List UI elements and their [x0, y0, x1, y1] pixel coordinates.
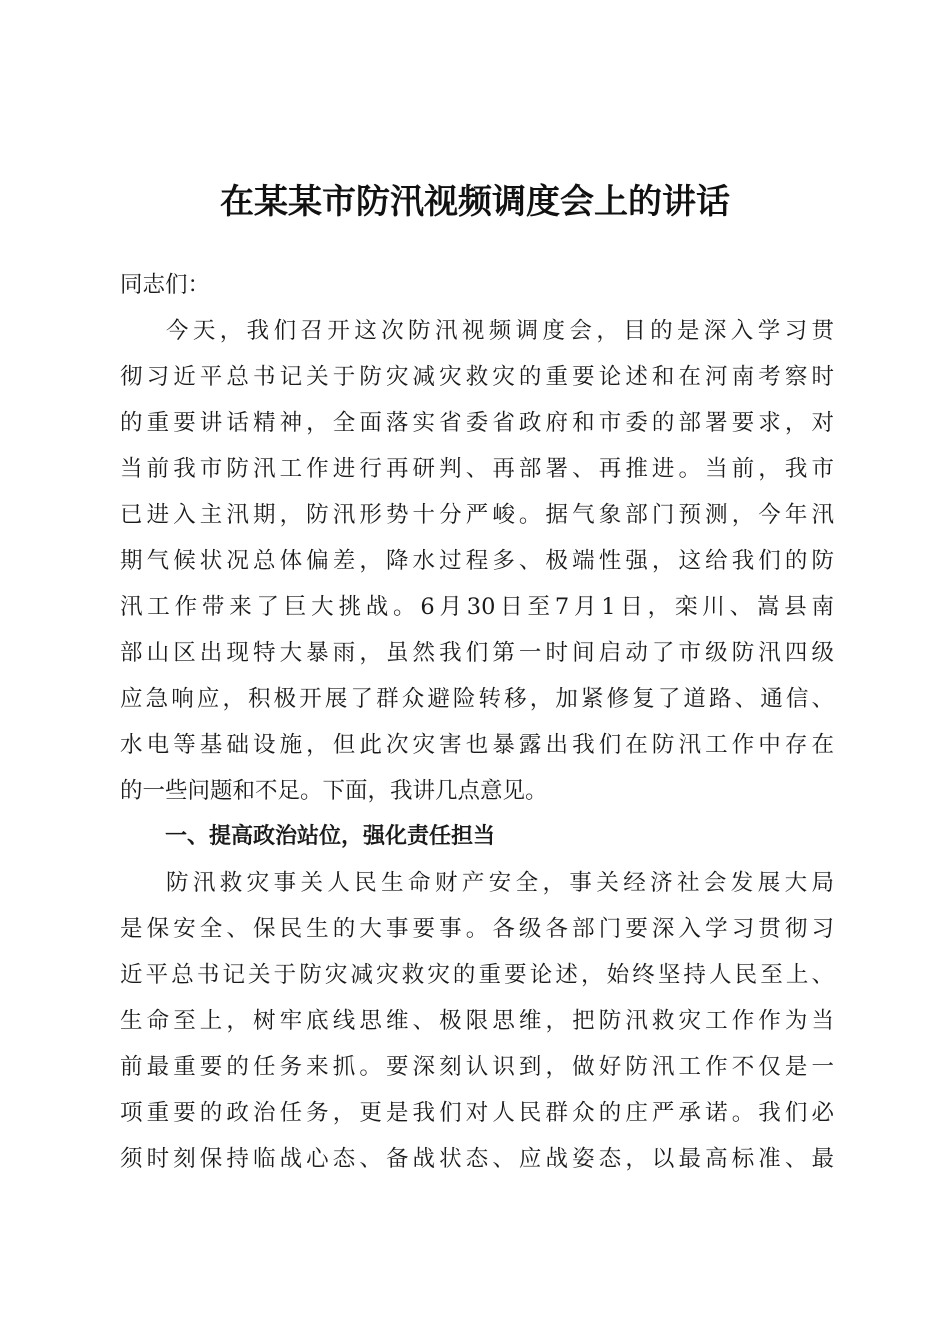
- paragraph-line: 的重要讲话精神，全面落实省委省政府和市委的部署要求，对: [120, 410, 834, 436]
- paragraph-line: 今天，我们召开这次防汛视频调度会，目的是深入学习贯: [166, 318, 834, 344]
- paragraph-line: 前最重要的任务来抓。要深刻认识到，做好防汛工作不仅是一: [120, 1054, 834, 1080]
- paragraph-line: 项重要的政治任务，更是我们对人民群众的庄严承诺。我们必: [120, 1100, 834, 1126]
- document-title: 在某某市防汛视频调度会上的讲话: [220, 182, 730, 222]
- paragraph-line: 彻习近平总书记关于防灾减灾救灾的重要论述和在河南考察时: [120, 364, 834, 390]
- paragraph-line: 近平总书记关于防灾减灾救灾的重要论述，始终坚持人民至上、: [120, 962, 834, 988]
- paragraph-line: 期气候状况总体偏差，降水过程多、极端性强，这给我们的防: [120, 548, 834, 574]
- paragraph-line: 水电等基础设施，但此次灾害也暴露出我们在防汛工作中存在: [120, 732, 834, 758]
- paragraph-line: 汛工作带来了巨大挑战。6月30日至7月1日，栾川、嵩县南: [120, 594, 834, 620]
- section-heading: 一、提高政治站位，强化责任担当: [165, 824, 496, 849]
- paragraph-line: 应急响应，积极开展了群众避险转移，加紧修复了道路、通信、: [120, 686, 834, 712]
- paragraph-line: 部山区出现特大暴雨，虽然我们第一时间启动了市级防汛四级: [120, 640, 834, 666]
- paragraph-line: 是保安全、保民生的大事要事。各级各部门要深入学习贯彻习: [120, 916, 834, 942]
- paragraph-line: 当前我市防汛工作进行再研判、再部署、再推进。当前，我市: [120, 456, 834, 482]
- paragraph-line: 须时刻保持临战心态、备战状态、应战姿态，以最高标准、最: [120, 1146, 834, 1172]
- paragraph-line: 已进入主汛期，防汛形势十分严峻。据气象部门预测，今年汛: [120, 502, 834, 528]
- paragraph-line: 的一些问题和不足。下面，我讲几点意见。: [120, 778, 548, 804]
- document-body: [120, 262, 834, 1182]
- paragraph-line: 生命至上，树牢底线思维、极限思维，把防汛救灾工作作为当: [120, 1008, 834, 1034]
- salutation: 同志们：: [120, 272, 211, 298]
- paragraph-line: 防汛救灾事关人民生命财产安全，事关经济社会发展大局: [166, 870, 834, 896]
